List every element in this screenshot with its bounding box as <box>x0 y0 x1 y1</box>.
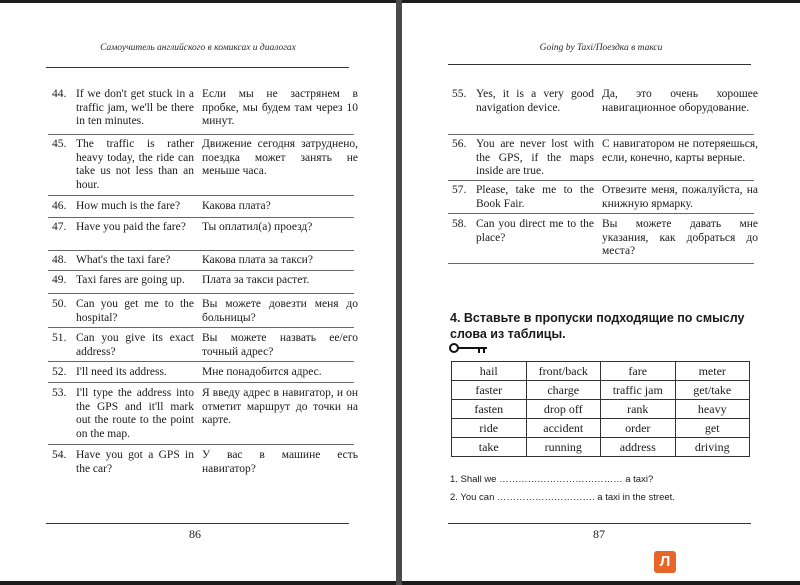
phrase-russian: Отвезите меня, пожалуйста, на книжную ярмарку. <box>602 184 758 210</box>
phrase-number: 55. <box>452 88 467 100</box>
word-table-cell: rank <box>601 400 676 419</box>
phrase-number: 54. <box>52 449 67 461</box>
word-table-cell: get <box>675 419 750 438</box>
phrase-number: 56. <box>452 138 467 150</box>
left-header-rule <box>46 67 349 68</box>
phrase-russian: Вы можете давать мне указания, как добраться до места? <box>602 218 758 257</box>
word-table-cell: heavy <box>675 400 750 419</box>
phrase-number: 44. <box>52 88 67 100</box>
row-divider <box>48 195 354 196</box>
phrase-english: The traffic is rather heavy today, the ride can take us not less than an hour. <box>76 138 194 191</box>
word-table-cell: ride <box>452 419 527 438</box>
word-table-row <box>452 419 750 438</box>
word-table-cell: charge <box>526 381 601 400</box>
row-divider <box>448 263 754 264</box>
word-table-cell: take <box>452 438 527 457</box>
phrase-number: 46. <box>52 200 67 212</box>
left-page-header: Самоучитель английского в комиксах и диалогах <box>100 43 296 53</box>
word-table-row <box>452 438 750 457</box>
left-page-number: 86 <box>189 527 201 541</box>
phrase-number: 58. <box>452 218 467 230</box>
word-table-cell: order <box>601 419 676 438</box>
row-divider <box>448 180 754 181</box>
row-divider <box>48 361 354 362</box>
phrase-russian: У вас в машине есть навигатор? <box>202 449 358 475</box>
key-icon <box>449 342 489 354</box>
word-table-cell: accident <box>526 419 601 438</box>
word-table-cell: fare <box>601 362 676 381</box>
phrase-russian: Да, это очень хорошее навигационное оборудование. <box>602 88 758 114</box>
phrase-number: 45. <box>52 138 67 150</box>
word-table-cell: hail <box>452 362 527 381</box>
phrase-russian: Мне понадобится адрес. <box>202 366 322 378</box>
word-table <box>451 361 750 457</box>
phrase-english: Have you paid the fare? <box>76 221 186 233</box>
task-title: 4. Вставьте в пропуски подходящие по смыслу слова из таблицы. <box>450 311 745 341</box>
row-divider <box>448 134 754 135</box>
phrase-russian: С навигатором не потеряешься, если, конечно, карты верные. <box>602 138 758 164</box>
phrase-number: 52. <box>52 366 67 378</box>
phrase-number: 49. <box>52 274 67 286</box>
word-table-cell: address <box>601 438 676 457</box>
phrase-russian: Вы можете довезти меня до больницы? <box>202 298 358 324</box>
left-footer-rule <box>46 523 349 524</box>
row-divider <box>48 270 354 271</box>
word-table-cell: meter <box>675 362 750 381</box>
phrase-number: 53. <box>52 387 67 399</box>
right-page-header: Going by Taxi/Поездка в такси <box>539 43 663 53</box>
word-table-row <box>452 381 750 400</box>
right-header-rule <box>448 64 751 65</box>
phrase-english: I'll need its address. <box>76 366 167 378</box>
phrase-english: Yes, it is a very good navigation device. <box>476 88 594 114</box>
phrase-english: What's the taxi fare? <box>76 254 171 266</box>
row-divider <box>48 217 354 218</box>
phrase-english: I'll type the address into the GPS and it'll mark out the route to the point on the map. <box>76 387 194 440</box>
row-divider <box>48 327 354 328</box>
phrase-english: You are never lost with the GPS, if the maps inside are true. <box>476 138 594 177</box>
phrase-russian: Какова плата? <box>202 200 271 212</box>
row-divider <box>48 134 354 135</box>
word-table-cell: front/back <box>526 362 601 381</box>
exercise-line-2: 2. You can …………………………. a taxi in the street. <box>450 492 675 503</box>
phrase-number: 51. <box>52 332 67 344</box>
phrase-english: Can you get me to the hospital? <box>76 298 194 324</box>
phrase-english: How much is the fare? <box>76 200 181 212</box>
row-divider <box>48 444 354 445</box>
phrase-russian: Плата за такси растет. <box>202 274 310 286</box>
phrase-russian: Какова плата за такси? <box>202 254 313 266</box>
phrase-english: Please, take me to the Book Fair. <box>476 184 594 210</box>
phrase-english: Can you give its exact address? <box>76 332 194 358</box>
phrase-number: 48. <box>52 254 67 266</box>
phrase-russian: Движение сегодня затруднено, поездка может занять не меньше часа. <box>202 138 358 177</box>
right-page-number: 87 <box>593 527 605 541</box>
right-footer-rule <box>448 523 751 524</box>
row-divider <box>48 382 354 383</box>
phrase-english: Taxi fares are going up. <box>76 274 185 286</box>
row-divider <box>48 293 354 294</box>
word-table-cell: drop off <box>526 400 601 419</box>
word-table-cell: get/take <box>675 381 750 400</box>
phrase-english: Have you got a GPS in the car? <box>76 449 194 475</box>
phrase-russian: Ты оплатил(а) проезд? <box>202 221 313 233</box>
row-divider <box>48 250 354 251</box>
publisher-logo: Л <box>654 551 676 573</box>
word-table-cell: fasten <box>452 400 527 419</box>
phrase-russian: Если мы не застрянем в пробке, мы будем там через 10 минут. <box>202 88 358 127</box>
exercise-line-1: 1. Shall we ………………………………… a taxi? <box>450 474 654 485</box>
word-table-cell: running <box>526 438 601 457</box>
phrase-russian: Я введу адрес в навигатор, и он отметит маршрут до точки на карте. <box>202 387 358 426</box>
right-phrase-list <box>452 88 758 288</box>
phrase-russian: Вы можете назвать ее/его точный адрес? <box>202 332 358 358</box>
word-table-cell: faster <box>452 381 527 400</box>
word-table-row <box>452 362 750 381</box>
phrase-number: 57. <box>452 184 467 196</box>
word-table-cell: traffic jam <box>601 381 676 400</box>
left-phrase-list <box>52 88 358 518</box>
row-divider <box>448 213 754 214</box>
phrase-english: Can you direct me to the place? <box>476 218 594 244</box>
left-page <box>0 3 396 581</box>
phrase-number: 47. <box>52 221 67 233</box>
phrase-number: 50. <box>52 298 67 310</box>
phrase-english: If we don't get stuck in a traffic jam, we'll be there in ten minutes. <box>76 88 194 127</box>
word-table-cell: driving <box>675 438 750 457</box>
word-table-row <box>452 400 750 419</box>
